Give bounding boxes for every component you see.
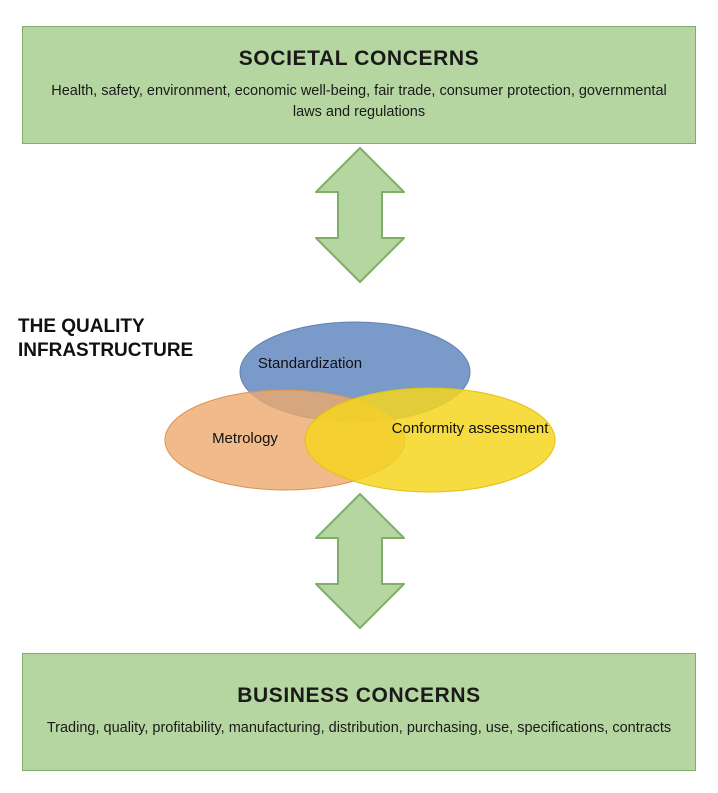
metrology-label: Metrology <box>212 430 278 447</box>
societal-concerns-box <box>22 26 696 144</box>
conformity-assessment-label: Conformity assessment <box>391 420 549 437</box>
venn-diagram <box>140 310 580 510</box>
standardization-label: Standardization <box>257 355 363 372</box>
societal-concerns-text: Health, safety, environment, economic well-being, fair trade, consumer protection, governmental laws and regulations <box>51 82 667 120</box>
double-arrow-top-icon <box>312 146 408 284</box>
quality-infrastructure-label: THE QUALITY INFRASTRUCTURE <box>18 316 194 361</box>
business-concerns-title: BUSINESS CONCERNS <box>237 684 481 708</box>
double-arrow-bottom-icon <box>312 492 408 630</box>
business-concerns-text: Trading, quality, profitability, manufacturing, distribution, purchasing, use, specifications, contracts <box>46 720 672 737</box>
conformity-assessment-ellipse <box>305 388 555 492</box>
societal-concerns-title: SOCIETAL CONCERNS <box>238 46 480 70</box>
business-concerns-box <box>22 653 696 771</box>
